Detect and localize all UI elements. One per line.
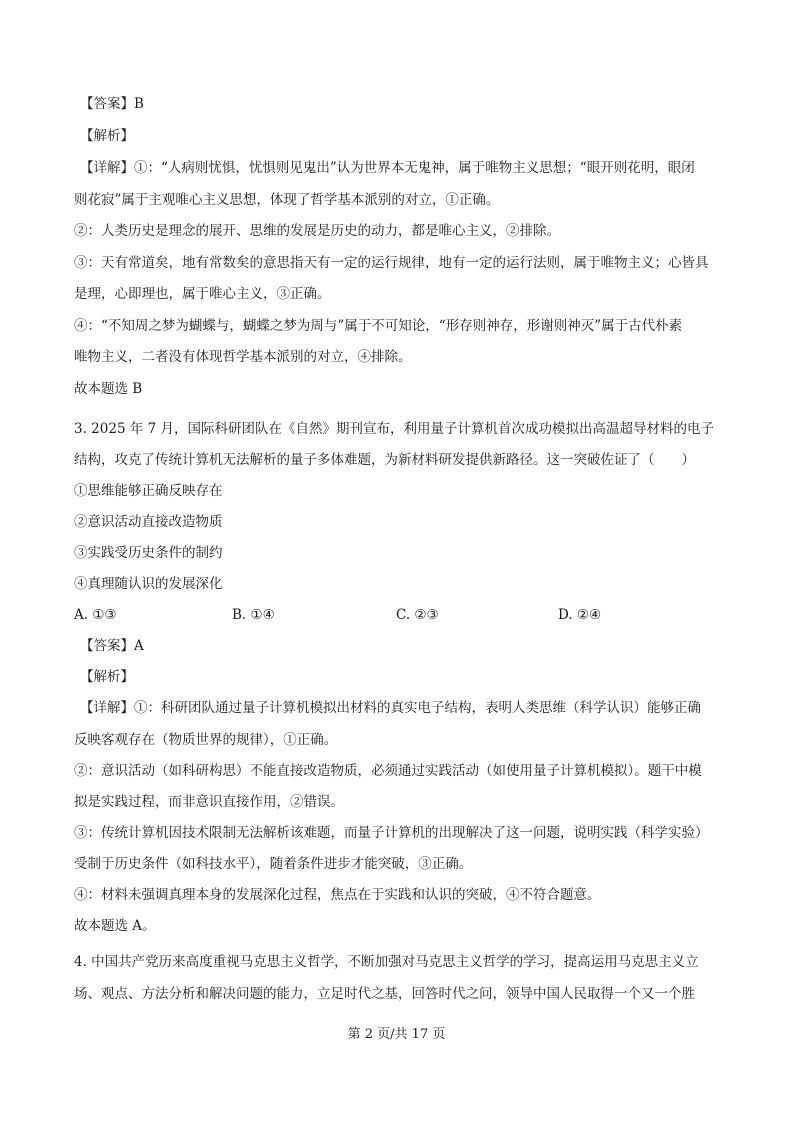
q3-analysis-line: 拟是实践过程，而非意识直接作用，②错误。 <box>74 794 344 810</box>
q3-analysis-line: 反映客观存在（物质世界的规律），①正确。 <box>74 732 338 748</box>
q2-analysis-line: ④：“不知周之梦为蝴蝶与，蝴蝶之梦为周与”属于不可知论，“形存则神存，形谢则神灭”属于古代朴素 <box>74 318 683 334</box>
q3-analysis-line: 受制于历史条件（如科技水平），随着条件进步才能突破，③正确。 <box>74 856 473 872</box>
q2-analysis-line: 【详解】①：“人病则忧惧，忧惧则见鬼出”认为世界本无鬼神，属于唯物主义思想；“眼开则花明，眼闭 <box>80 160 695 176</box>
q3-analysis-label: 【解析】 <box>80 669 134 685</box>
page-footer: 第 2 页/共 17 页 <box>347 1027 446 1042</box>
q2-answer: 【答案】B <box>80 96 144 112</box>
q2-analysis-line: 是理，心即理也，属于唯心主义，③正确。 <box>74 286 331 302</box>
q3-analysis-line: ②：意识活动（如科研构思）不能直接改造物质，必须通过实践活动（如使用量子计算机模拟）。题干中模 <box>74 763 702 779</box>
q3-analysis-line: ④：材料未强调真理本身的发展深化过程，焦点在于实践和认识的突破，④不符合题意。 <box>74 887 601 903</box>
q3-option-b: B. ①④ <box>232 607 275 623</box>
q2-analysis-line: ②：人类历史是理念的展开、思维的发展是历史的动力，都是唯心主义，②排除。 <box>74 223 560 239</box>
q2-conclusion: 故本题选 B <box>74 381 143 397</box>
q3-option-c: C. ②③ <box>396 607 439 623</box>
q2-analysis-line: 则花寂”属于主观唯心主义思想，体现了哲学基本派别的对立，①正确。 <box>74 192 500 208</box>
q3-analysis-line: ③：传统计算机因技术限制无法解析该难题，而量子计算机的出现解决了这一问题，说明实践（科学实验） <box>74 825 709 841</box>
q3-stem-line: 3. 2025 年 7 月，国际科研团队在《自然》期刊宣布，利用量子计算机首次成功模拟出高温超导材料的电子 <box>74 421 714 437</box>
q3-item: ②意识活动直接改造物质 <box>74 514 223 530</box>
q2-analysis-label: 【解析】 <box>80 128 134 144</box>
q3-conclusion: 故本题选 A。 <box>74 918 156 934</box>
q4-stem-line: 4. 中国共产党历来高度重视马克思主义哲学，不断加强对马克思主义哲学的学习，提高运用马克思主义立 <box>74 954 699 970</box>
q3-option-d: D. ②④ <box>558 607 602 623</box>
q3-option-a: A. ①③ <box>74 607 117 623</box>
q3-item: ①思维能够正确反映存在 <box>74 483 223 499</box>
q3-analysis-line: 【详解】①：科研团队通过量子计算机模拟出材料的真实电子结构，表明人类思维（科学认识）能够正确 <box>80 700 701 716</box>
q3-answer: 【答案】A <box>80 638 144 654</box>
q2-analysis-line: ③：天有常道矣，地有常数矣的意思指天有一定的运行规律，地有一定的运行法则，属于唯物主义；心皆具 <box>74 255 709 271</box>
q2-analysis-line: 唯物主义，二者没有体现哲学基本派别的对立，④排除。 <box>74 349 412 365</box>
q4-stem-line: 场、观点、方法分析和解决问题的能力，立足时代之基，回答时代之问，领导中国人民取得一个又一个胜 <box>74 986 695 1002</box>
q3-item: ③实践受历史条件的制约 <box>74 545 223 561</box>
q3-stem-line: 结构，攻克了传统计算机无法解析的量子多体难题，为新材料研发提供新路径。这一突破佐证了（ ） <box>74 452 695 468</box>
q3-item: ④真理随认识的发展深化 <box>74 576 223 592</box>
